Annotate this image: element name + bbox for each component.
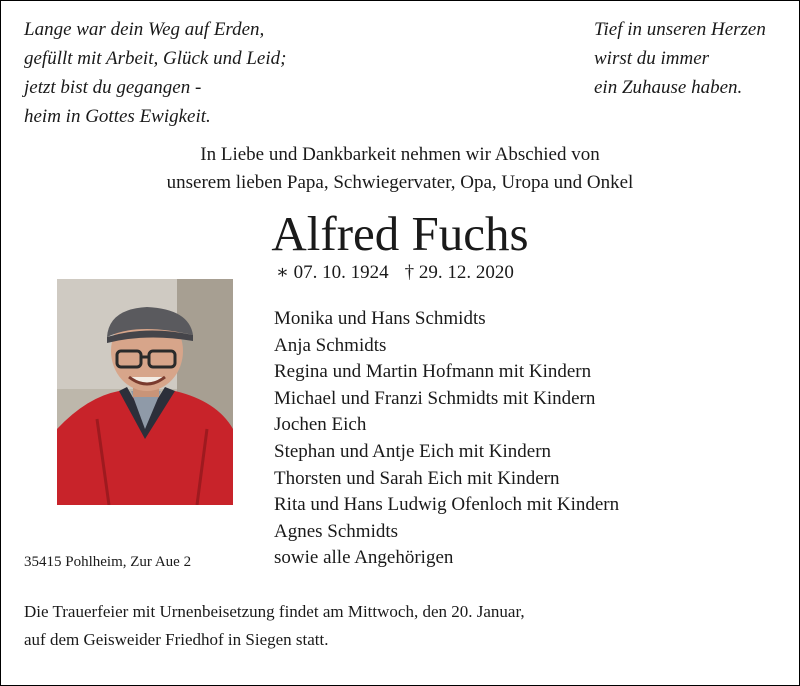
- poem-left-line: gefüllt mit Arbeit, Glück und Leid;: [24, 48, 287, 69]
- funeral-line: auf dem Geisweider Friedhof in Siegen statt.: [24, 630, 329, 649]
- intro-text: [0, 141, 800, 197]
- funeral-notice: [24, 598, 525, 654]
- mourner-item: Monika und Hans Schmidts: [274, 308, 486, 329]
- mourner-item: Jochen Eich: [274, 414, 367, 436]
- funeral-line: Die Trauerfeier mit Urnenbeisetzung findet am Mittwoch, den 20. Januar,: [24, 602, 525, 621]
- mourner-item: Michael und Franzi Schmidts mit Kindern: [274, 387, 596, 409]
- address: 35415 Pohlheim, Zur Aue 2: [24, 554, 192, 570]
- poem-left-line: heim in Gottes Ewigkeit.: [24, 106, 211, 127]
- deceased-name: Alfred Fuchs: [271, 206, 529, 261]
- mourner-item: Agnes Schmidts: [274, 520, 399, 542]
- birth-date: ∗ 07. 10. 1924: [276, 262, 389, 283]
- portrait-photo: [57, 279, 233, 505]
- poem-right-line: ein Zuhause haben.: [594, 77, 743, 98]
- intro-line: unserem lieben Papa, Schwiegervater, Opa, Uropa und Onkel: [166, 172, 634, 193]
- poem-left-line: jetzt bist du gegangen -: [24, 77, 202, 98]
- mourner-item: Anja Schmidts: [274, 334, 387, 356]
- intro-line: In Liebe und Dankbarkeit nehmen wir Abschied von: [200, 144, 600, 165]
- poem-left: [24, 15, 286, 131]
- life-dates: [276, 260, 514, 286]
- mourner-item: Rita und Hans Ludwig Ofenloch mit Kindern: [274, 494, 620, 516]
- poem-left-line: Lange war dein Weg auf Erden,: [24, 19, 265, 40]
- mourner-item: sowie alle Angehörigen: [274, 547, 454, 569]
- mourner-item: Regina und Martin Hofmann mit Kindern: [274, 361, 592, 383]
- poem-right-line: Tief in unseren Herzen: [594, 19, 766, 40]
- mourner-item: Thorsten und Sarah Eich mit Kindern: [274, 467, 560, 489]
- mourner-item: Stephan und Antje Eich mit Kindern: [274, 440, 552, 462]
- poem-right-line: wirst du immer: [594, 48, 710, 69]
- poem-right: [594, 15, 766, 102]
- mourners-list: [274, 306, 619, 572]
- death-date: † 29. 12. 2020: [404, 262, 514, 283]
